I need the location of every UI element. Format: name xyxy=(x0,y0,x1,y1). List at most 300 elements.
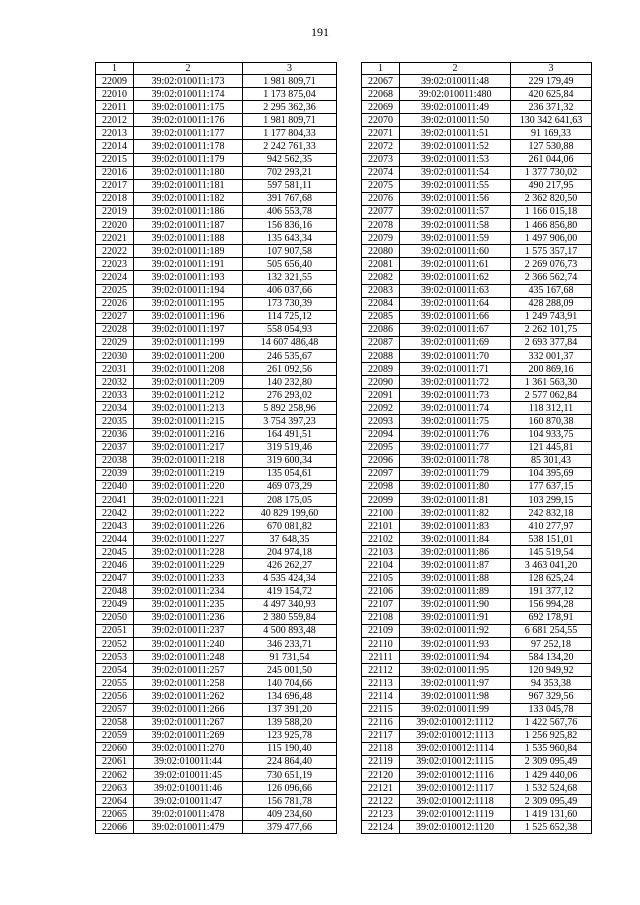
cadastral-number-cell: 39:02:010011:81 xyxy=(400,494,511,507)
value-cell: 191 377,12 xyxy=(511,585,592,598)
value-cell: 246 535,67 xyxy=(243,349,337,362)
value-cell: 435 167,68 xyxy=(511,284,592,297)
value-cell: 137 391,20 xyxy=(243,703,337,716)
table-row xyxy=(96,520,337,533)
value-cell: 2 380 559,84 xyxy=(243,611,337,624)
row-number-cell: 22068 xyxy=(362,88,400,101)
row-number-cell: 22040 xyxy=(96,480,134,493)
table-row xyxy=(96,664,337,677)
value-cell: 469 073,29 xyxy=(243,480,337,493)
row-number-cell: 22053 xyxy=(96,651,134,664)
row-number-cell: 22072 xyxy=(362,140,400,153)
row-number-cell: 22078 xyxy=(362,219,400,232)
row-number-cell: 22037 xyxy=(96,441,134,454)
cadastral-number-cell: 39:02:010011:182 xyxy=(134,192,243,205)
row-number-cell: 22067 xyxy=(362,75,400,88)
table-row xyxy=(96,88,337,101)
left-table-body xyxy=(96,63,337,834)
row-number-cell: 22013 xyxy=(96,127,134,140)
table-row xyxy=(362,559,592,572)
cadastral-number-cell: 39:02:010011:67 xyxy=(400,323,511,336)
cadastral-number-cell: 39:02:010011:217 xyxy=(134,441,243,454)
cadastral-number-cell: 39:02:010011:50 xyxy=(400,114,511,127)
row-number-cell: 22085 xyxy=(362,310,400,323)
value-cell: 3 463 041,20 xyxy=(511,559,592,572)
row-number-cell: 22081 xyxy=(362,258,400,271)
row-number-cell: 22066 xyxy=(96,821,134,834)
left-table xyxy=(95,62,337,834)
cadastral-number-cell: 39:02:010011:227 xyxy=(134,533,243,546)
row-number-cell: 22123 xyxy=(362,808,400,821)
value-cell: 177 637,15 xyxy=(511,480,592,493)
table-row xyxy=(96,454,337,467)
value-cell: 156 994,28 xyxy=(511,598,592,611)
cadastral-number-cell: 39:02:010011:99 xyxy=(400,703,511,716)
row-number-cell: 22016 xyxy=(96,166,134,179)
row-number-cell: 22023 xyxy=(96,258,134,271)
value-cell: 120 949,92 xyxy=(511,664,592,677)
cadastral-number-cell: 39:02:010011:78 xyxy=(400,454,511,467)
row-number-cell: 22022 xyxy=(96,245,134,258)
table-row xyxy=(96,284,337,297)
cadastral-number-cell: 39:02:010011:176 xyxy=(134,114,243,127)
cadastral-number-cell: 39:02:010011:91 xyxy=(400,611,511,624)
value-cell: 2 309 095,49 xyxy=(511,795,592,808)
value-cell: 5 892 258,96 xyxy=(243,402,337,415)
table-row xyxy=(362,376,592,389)
value-cell: 123 925,78 xyxy=(243,729,337,742)
value-cell: 490 217,95 xyxy=(511,179,592,192)
cadastral-number-cell: 39:02:010011:48 xyxy=(400,75,511,88)
row-number-cell: 22051 xyxy=(96,624,134,637)
row-number-cell: 22117 xyxy=(362,729,400,742)
cadastral-number-cell: 39:02:010011:60 xyxy=(400,245,511,258)
value-cell: 1 419 131,60 xyxy=(511,808,592,821)
table-row xyxy=(362,101,592,114)
table-row xyxy=(96,323,337,336)
table-row xyxy=(362,219,592,232)
row-number-cell: 22077 xyxy=(362,205,400,218)
table-row xyxy=(362,127,592,140)
table-row xyxy=(362,166,592,179)
table-row xyxy=(96,101,337,114)
cadastral-number-cell: 39:02:010011:92 xyxy=(400,624,511,637)
row-number-cell: 22093 xyxy=(362,415,400,428)
cadastral-number-cell: 39:02:010011:266 xyxy=(134,703,243,716)
cadastral-number-cell: 39:02:010012:1112 xyxy=(400,716,511,729)
row-number-cell: 22073 xyxy=(362,153,400,166)
value-cell: 242 832,18 xyxy=(511,507,592,520)
row-number-cell: 22084 xyxy=(362,297,400,310)
table-row xyxy=(362,415,592,428)
value-cell: 670 081,82 xyxy=(243,520,337,533)
left-table-header-row xyxy=(96,63,337,75)
table-row xyxy=(96,428,337,441)
table-row xyxy=(96,179,337,192)
value-cell: 2 262 101,75 xyxy=(511,323,592,336)
value-cell: 584 134,20 xyxy=(511,651,592,664)
value-cell: 967 329,56 xyxy=(511,690,592,703)
cadastral-number-cell: 39:02:010011:218 xyxy=(134,454,243,467)
value-cell: 2 269 076,73 xyxy=(511,258,592,271)
row-number-cell: 22119 xyxy=(362,755,400,768)
table-row xyxy=(96,782,337,795)
table-row xyxy=(96,651,337,664)
cadastral-number-cell: 39:02:010011:193 xyxy=(134,271,243,284)
row-number-cell: 22059 xyxy=(96,729,134,742)
cadastral-number-cell: 39:02:010012:1117 xyxy=(400,782,511,795)
cadastral-number-cell: 39:02:010011:189 xyxy=(134,245,243,258)
cadastral-number-cell: 39:02:010011:80 xyxy=(400,480,511,493)
value-cell: 126 096,66 xyxy=(243,782,337,795)
value-cell: 1 575 357,17 xyxy=(511,245,592,258)
row-number-cell: 22046 xyxy=(96,559,134,572)
cadastral-number-cell: 39:02:010011:233 xyxy=(134,572,243,585)
table-row xyxy=(96,127,337,140)
row-number-cell: 22095 xyxy=(362,441,400,454)
row-number-cell: 22082 xyxy=(362,271,400,284)
cadastral-number-cell: 39:02:010011:95 xyxy=(400,664,511,677)
row-number-cell: 22025 xyxy=(96,284,134,297)
row-number-cell: 22036 xyxy=(96,428,134,441)
row-number-cell: 22048 xyxy=(96,585,134,598)
table-row xyxy=(362,363,592,376)
cadastral-number-cell: 39:02:010011:235 xyxy=(134,598,243,611)
value-cell: 156 781,78 xyxy=(243,795,337,808)
row-number-cell: 22042 xyxy=(96,507,134,520)
row-number-cell: 22090 xyxy=(362,376,400,389)
table-row xyxy=(362,323,592,336)
table-row xyxy=(96,507,337,520)
value-cell: 134 696,48 xyxy=(243,690,337,703)
table-row xyxy=(362,402,592,415)
table-row xyxy=(362,310,592,323)
cadastral-number-cell: 39:02:010011:55 xyxy=(400,179,511,192)
value-cell: 145 519,54 xyxy=(511,546,592,559)
table-row xyxy=(362,454,592,467)
value-cell: 2 242 761,33 xyxy=(243,140,337,153)
row-number-cell: 22021 xyxy=(96,232,134,245)
cadastral-number-cell: 39:02:010011:229 xyxy=(134,559,243,572)
value-cell: 204 974,18 xyxy=(243,546,337,559)
table-row xyxy=(96,598,337,611)
table-row xyxy=(96,114,337,127)
cadastral-number-cell: 39:02:010011:66 xyxy=(400,310,511,323)
cadastral-number-cell: 39:02:010011:269 xyxy=(134,729,243,742)
row-number-cell: 22104 xyxy=(362,559,400,572)
table-row xyxy=(96,441,337,454)
table-row xyxy=(362,651,592,664)
value-cell: 2 295 362,36 xyxy=(243,101,337,114)
value-cell: 115 190,40 xyxy=(243,742,337,755)
table-row xyxy=(362,179,592,192)
row-number-cell: 22064 xyxy=(96,795,134,808)
table-row xyxy=(96,310,337,323)
table-row xyxy=(96,349,337,362)
value-cell: 132 321,55 xyxy=(243,271,337,284)
cadastral-number-cell: 39:02:010011:70 xyxy=(400,349,511,362)
table-row xyxy=(362,533,592,546)
cadastral-number-cell: 39:02:010011:479 xyxy=(134,821,243,834)
table-row xyxy=(96,624,337,637)
cadastral-number-cell: 39:02:010012:1116 xyxy=(400,768,511,781)
table-row xyxy=(96,768,337,781)
table-row xyxy=(96,192,337,205)
row-number-cell: 22118 xyxy=(362,742,400,755)
cadastral-number-cell: 39:02:010011:209 xyxy=(134,376,243,389)
cadastral-number-cell: 39:02:010011:181 xyxy=(134,179,243,192)
row-number-cell: 22020 xyxy=(96,219,134,232)
row-number-cell: 22019 xyxy=(96,205,134,218)
row-number-cell: 22052 xyxy=(96,638,134,651)
table-row xyxy=(96,494,337,507)
cadastral-number-cell: 39:02:010012:1115 xyxy=(400,755,511,768)
value-cell: 730 651,19 xyxy=(243,768,337,781)
table-row xyxy=(362,480,592,493)
row-number-cell: 22099 xyxy=(362,494,400,507)
column-header-value: 3 xyxy=(511,63,592,75)
value-cell: 597 581,11 xyxy=(243,179,337,192)
row-number-cell: 22100 xyxy=(362,507,400,520)
cadastral-number-cell: 39:02:010011:222 xyxy=(134,507,243,520)
cadastral-number-cell: 39:02:010011:87 xyxy=(400,559,511,572)
cadastral-number-cell: 39:02:010011:47 xyxy=(134,795,243,808)
value-cell: 1 535 960,84 xyxy=(511,742,592,755)
row-number-cell: 22087 xyxy=(362,336,400,349)
cadastral-number-cell: 39:02:010011:51 xyxy=(400,127,511,140)
table-row xyxy=(96,585,337,598)
column-header-number: 1 xyxy=(362,63,400,75)
row-number-cell: 22044 xyxy=(96,533,134,546)
row-number-cell: 22043 xyxy=(96,520,134,533)
table-row xyxy=(362,441,592,454)
cadastral-number-cell: 39:02:010011:93 xyxy=(400,638,511,651)
cadastral-number-cell: 39:02:010011:226 xyxy=(134,520,243,533)
row-number-cell: 22124 xyxy=(362,821,400,834)
value-cell: 135 643,34 xyxy=(243,232,337,245)
cadastral-number-cell: 39:02:010011:61 xyxy=(400,258,511,271)
cadastral-number-cell: 39:02:010011:58 xyxy=(400,219,511,232)
cadastral-number-cell: 39:02:010011:258 xyxy=(134,677,243,690)
cadastral-number-cell: 39:02:010011:89 xyxy=(400,585,511,598)
row-number-cell: 22074 xyxy=(362,166,400,179)
value-cell: 130 342 641,63 xyxy=(511,114,592,127)
cadastral-number-cell: 39:02:010011:86 xyxy=(400,546,511,559)
row-number-cell: 22109 xyxy=(362,624,400,637)
cadastral-number-cell: 39:02:010011:262 xyxy=(134,690,243,703)
table-row xyxy=(96,336,337,349)
table-row xyxy=(362,585,592,598)
row-number-cell: 22061 xyxy=(96,755,134,768)
row-number-cell: 22108 xyxy=(362,611,400,624)
value-cell: 173 730,39 xyxy=(243,297,337,310)
value-cell: 40 829 199,60 xyxy=(243,507,337,520)
value-cell: 135 054,61 xyxy=(243,467,337,480)
cadastral-number-cell: 39:02:010011:178 xyxy=(134,140,243,153)
row-number-cell: 22055 xyxy=(96,677,134,690)
table-row xyxy=(96,402,337,415)
table-row xyxy=(362,428,592,441)
table-row xyxy=(96,729,337,742)
cadastral-number-cell: 39:02:010011:59 xyxy=(400,232,511,245)
value-cell: 426 262,27 xyxy=(243,559,337,572)
row-number-cell: 22113 xyxy=(362,677,400,690)
value-cell: 558 054,93 xyxy=(243,323,337,336)
value-cell: 91 731,54 xyxy=(243,651,337,664)
row-number-cell: 22071 xyxy=(362,127,400,140)
row-number-cell: 22034 xyxy=(96,402,134,415)
table-row xyxy=(362,153,592,166)
table-row xyxy=(362,389,592,402)
table-row xyxy=(96,742,337,755)
table-row xyxy=(362,520,592,533)
table-row xyxy=(362,297,592,310)
cadastral-number-cell: 39:02:010011:57 xyxy=(400,205,511,218)
value-cell: 419 154,72 xyxy=(243,585,337,598)
table-row xyxy=(96,546,337,559)
row-number-cell: 22029 xyxy=(96,336,134,349)
row-number-cell: 22101 xyxy=(362,520,400,533)
row-number-cell: 22035 xyxy=(96,415,134,428)
cadastral-number-cell: 39:02:010011:191 xyxy=(134,258,243,271)
table-row xyxy=(96,703,337,716)
table-row xyxy=(362,664,592,677)
row-number-cell: 22045 xyxy=(96,546,134,559)
cadastral-number-cell: 39:02:010011:180 xyxy=(134,166,243,179)
row-number-cell: 22041 xyxy=(96,494,134,507)
table-row xyxy=(362,624,592,637)
table-row xyxy=(96,205,337,218)
value-cell: 409 234,60 xyxy=(243,808,337,821)
row-number-cell: 22094 xyxy=(362,428,400,441)
value-cell: 103 299,15 xyxy=(511,494,592,507)
value-cell: 200 869,16 xyxy=(511,363,592,376)
table-row xyxy=(362,140,592,153)
cadastral-number-cell: 39:02:010011:219 xyxy=(134,467,243,480)
value-cell: 1 377 730,02 xyxy=(511,166,592,179)
cadastral-number-cell: 39:02:010012:1114 xyxy=(400,742,511,755)
row-number-cell: 22010 xyxy=(96,88,134,101)
table-row xyxy=(362,782,592,795)
cadastral-number-cell: 39:02:010011:186 xyxy=(134,205,243,218)
row-number-cell: 22033 xyxy=(96,389,134,402)
cadastral-number-cell: 39:02:010011:64 xyxy=(400,297,511,310)
table-row xyxy=(96,638,337,651)
table-row xyxy=(96,389,337,402)
cadastral-number-cell: 39:02:010011:83 xyxy=(400,520,511,533)
value-cell: 406 553,78 xyxy=(243,205,337,218)
value-cell: 4 500 893,48 xyxy=(243,624,337,637)
value-cell: 410 277,97 xyxy=(511,520,592,533)
table-row xyxy=(362,494,592,507)
row-number-cell: 22032 xyxy=(96,376,134,389)
cadastral-number-cell: 39:02:010011:478 xyxy=(134,808,243,821)
cadastral-number-cell: 39:02:010011:200 xyxy=(134,349,243,362)
row-number-cell: 22015 xyxy=(96,153,134,166)
row-number-cell: 22070 xyxy=(362,114,400,127)
table-row xyxy=(96,415,337,428)
value-cell: 85 301,43 xyxy=(511,454,592,467)
table-row xyxy=(96,480,337,493)
value-cell: 114 725,12 xyxy=(243,310,337,323)
value-cell: 319 519,46 xyxy=(243,441,337,454)
value-cell: 319 600,34 xyxy=(243,454,337,467)
cadastral-number-cell: 39:02:010011:173 xyxy=(134,75,243,88)
cadastral-number-cell: 39:02:010011:82 xyxy=(400,507,511,520)
table-row xyxy=(362,284,592,297)
row-number-cell: 22103 xyxy=(362,546,400,559)
table-row xyxy=(96,363,337,376)
table-row xyxy=(362,507,592,520)
right-table xyxy=(361,62,592,834)
table-row xyxy=(96,611,337,624)
cadastral-number-cell: 39:02:010011:44 xyxy=(134,755,243,768)
table-row xyxy=(362,271,592,284)
table-row xyxy=(362,192,592,205)
value-cell: 140 232,80 xyxy=(243,376,337,389)
row-number-cell: 22069 xyxy=(362,101,400,114)
row-number-cell: 22114 xyxy=(362,690,400,703)
cadastral-number-cell: 39:02:010011:197 xyxy=(134,323,243,336)
cadastral-number-cell: 39:02:010011:177 xyxy=(134,127,243,140)
table-row xyxy=(96,258,337,271)
value-cell: 2 693 377,84 xyxy=(511,336,592,349)
cadastral-number-cell: 39:02:010011:56 xyxy=(400,192,511,205)
row-number-cell: 22076 xyxy=(362,192,400,205)
value-cell: 332 001,37 xyxy=(511,349,592,362)
row-number-cell: 22054 xyxy=(96,664,134,677)
cadastral-number-cell: 39:02:010011:228 xyxy=(134,546,243,559)
table-row xyxy=(96,795,337,808)
cadastral-number-cell: 39:02:010011:216 xyxy=(134,428,243,441)
cadastral-number-cell: 39:02:010011:237 xyxy=(134,624,243,637)
table-row xyxy=(96,271,337,284)
value-cell: 121 445,81 xyxy=(511,441,592,454)
page-number: 191 xyxy=(311,25,329,39)
cadastral-number-cell: 39:02:010011:74 xyxy=(400,402,511,415)
value-cell: 14 607 486,48 xyxy=(243,336,337,349)
value-cell: 156 836,16 xyxy=(243,219,337,232)
cadastral-number-cell: 39:02:010011:213 xyxy=(134,402,243,415)
value-cell: 37 648,35 xyxy=(243,533,337,546)
cadastral-number-cell: 39:02:010011:257 xyxy=(134,664,243,677)
row-number-cell: 22083 xyxy=(362,284,400,297)
table-row xyxy=(96,166,337,179)
value-cell: 1 249 743,91 xyxy=(511,310,592,323)
cadastral-number-cell: 39:02:010011:94 xyxy=(400,651,511,664)
row-number-cell: 22050 xyxy=(96,611,134,624)
value-cell: 505 656,40 xyxy=(243,258,337,271)
table-row xyxy=(362,88,592,101)
row-number-cell: 22115 xyxy=(362,703,400,716)
column-header-cadastral-number: 2 xyxy=(400,63,511,75)
table-row xyxy=(362,245,592,258)
table-row xyxy=(96,153,337,166)
cadastral-number-cell: 39:02:010011:75 xyxy=(400,415,511,428)
table-row xyxy=(96,219,337,232)
right-table-body xyxy=(362,63,592,834)
table-row xyxy=(362,690,592,703)
cadastral-number-cell: 39:02:010011:53 xyxy=(400,153,511,166)
cadastral-number-cell: 39:02:010011:77 xyxy=(400,441,511,454)
value-cell: 2 577 062,84 xyxy=(511,389,592,402)
value-cell: 140 704,66 xyxy=(243,677,337,690)
value-cell: 1 429 440,06 xyxy=(511,768,592,781)
value-cell: 107 907,58 xyxy=(243,245,337,258)
cadastral-number-cell: 39:02:010011:208 xyxy=(134,363,243,376)
value-cell: 2 366 562,74 xyxy=(511,271,592,284)
table-row xyxy=(362,638,592,651)
